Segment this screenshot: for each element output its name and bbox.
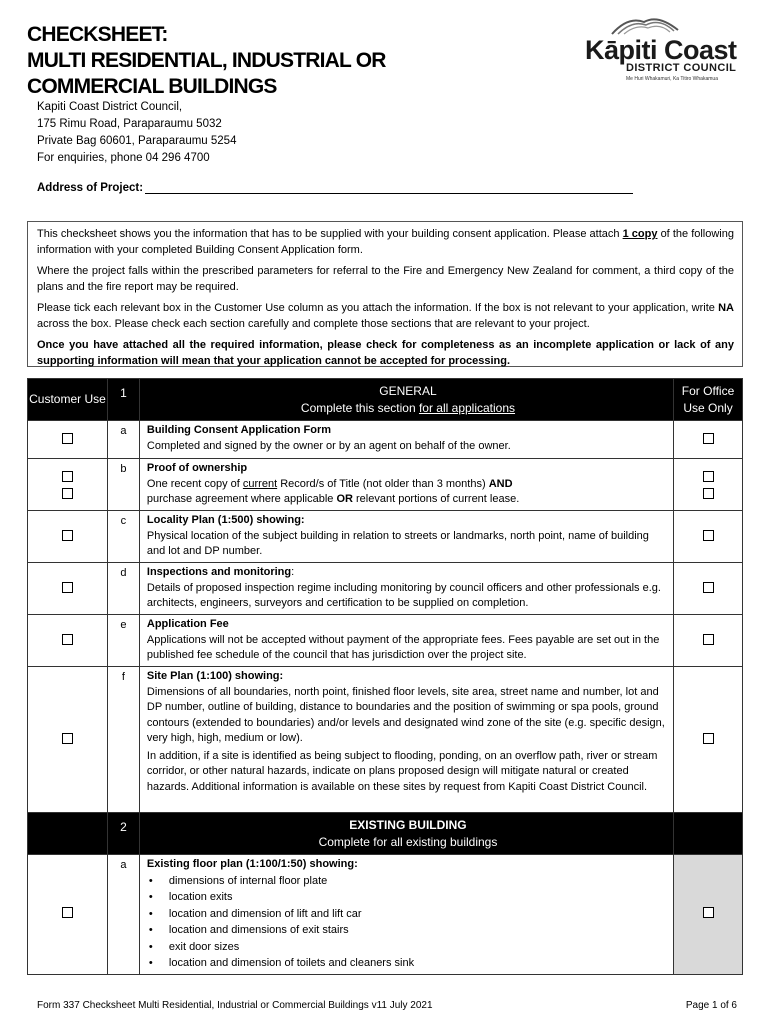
item-text: [147, 477, 669, 493]
customer-checkbox[interactable]: [62, 733, 73, 744]
customer-checkbox[interactable]: [62, 907, 73, 918]
item-title: Locality Plan (1:500) showing:: [146, 514, 305, 526]
office-use-header: For Office Use Only: [674, 379, 743, 421]
office-checkbox[interactable]: [703, 433, 714, 444]
title-line-1: CHECKSHEET:: [27, 23, 168, 46]
table-row: [28, 421, 743, 459]
section-subtitle: [147, 400, 669, 417]
council-line: 175 Rimu Road, Paraparaumu 5032: [37, 118, 222, 130]
table-row: [28, 855, 743, 975]
instructions-paragraph: Where the project falls within the prescribed parameters for referral to the Fire and Emergency New Zealand for comment, a third copy of the plans and the fire report may be required.: [37, 265, 734, 293]
item-title: Site Plan (1:100) showing:: [146, 670, 284, 682]
list-item: • location and dimensions of exit stairs: [147, 922, 669, 939]
item-title: Application Fee: [146, 618, 229, 630]
title-line-3: COMMERCIAL BUILDINGS: [27, 75, 277, 98]
table-row: [28, 511, 743, 563]
instructions-text: of the following information with your completed Building Consent Application form.: [37, 228, 734, 256]
table-row: [28, 563, 743, 615]
council-line: For enquiries, phone 04 296 4700: [37, 152, 210, 164]
council-line: Private Bag 60601, Paraparaumu 5254: [37, 135, 237, 147]
table-row: [28, 615, 743, 667]
customer-use-header-empty: [28, 813, 108, 855]
item-text-emphasis: AND: [488, 477, 513, 490]
customer-checkbox[interactable]: [62, 634, 73, 645]
office-use-cell: [674, 459, 743, 511]
office-use-header-empty: [674, 813, 743, 855]
instructions-paragraph: [37, 301, 734, 332]
item-bullet-list: [147, 873, 669, 972]
item-body: [139, 855, 673, 975]
project-address-row: [37, 182, 633, 194]
item-text-part: relevant portions of current lease.: [352, 493, 520, 505]
section-number: 1: [107, 379, 139, 421]
section-subtitle-emphasis: for all applications: [418, 400, 516, 415]
item-text: In addition, if a site is identified as being subject to flooding, ponding, on an overflow path, river or stream corridor, or other natural hazards, indicate on plans proposed design will mitigate natural or created hazards. Additional information is available on these sites by request from Kapiti Coast District Council.: [146, 749, 658, 793]
list-item: • location and dimension of toilets and cleaners sink: [147, 955, 669, 972]
instructions-box: [27, 221, 743, 367]
item-text: [147, 492, 669, 508]
customer-checkbox[interactable]: [62, 530, 73, 541]
item-title-colon: :: [291, 566, 295, 578]
form-footer: Form 337 Checksheet Multi Residential, Industrial or Commercial Buildings v11 July 2021: [37, 1000, 433, 1011]
item-letter: b: [107, 459, 139, 511]
instructions-emphasis: 1 copy: [622, 228, 658, 240]
item-letter: a: [107, 855, 139, 975]
table-row: [28, 667, 743, 813]
office-use-cell: [674, 855, 743, 975]
customer-use-cell: [28, 855, 108, 975]
office-checkbox[interactable]: [703, 488, 714, 499]
office-use-cell: [674, 667, 743, 813]
item-title: Proof of ownership: [146, 462, 248, 474]
office-checkbox[interactable]: [703, 582, 714, 593]
item-title: Building Consent Application Form: [146, 424, 332, 436]
customer-use-cell: [28, 421, 108, 459]
customer-use-cell: [28, 615, 108, 667]
table-row: [28, 459, 743, 511]
item-body: [139, 667, 673, 813]
item-title: Existing floor plan (1:100/1:50) showing:: [146, 858, 358, 870]
item-text: Applications will not be accepted without payment of the appropriate fees. Fees payable are set out in the published fee schedule of the council that has jurisdiction over the project site.: [146, 633, 660, 661]
customer-use-cell: [28, 563, 108, 615]
council-line: Kapiti Coast District Council,: [37, 101, 183, 113]
title-line-2: MULTI RESIDENTIAL, INDUSTRIAL OR: [27, 49, 386, 72]
list-item: • dimensions of internal floor plate: [147, 873, 669, 890]
item-text-emphasis: current: [242, 477, 278, 490]
item-title: [147, 565, 669, 581]
mountain-logo-icon: [610, 14, 680, 36]
office-use-cell: [674, 421, 743, 459]
office-use-cell: [674, 511, 743, 563]
checksheet-table: [27, 378, 743, 975]
instructions-text: across the box. Please check each section carefully and complete those sections that are relevant to your project.: [37, 317, 590, 330]
item-letter: f: [107, 667, 139, 813]
section-header-row: [28, 379, 743, 421]
section-subtitle-text: Complete this section: [300, 400, 419, 415]
customer-use-cell: [28, 459, 108, 511]
logo-tagline: Me Huri Whakamuri, Ka Titiro Whakamua: [626, 76, 718, 82]
section-title: GENERAL: [379, 383, 437, 398]
section-title-cell: [139, 379, 673, 421]
item-text-part: purchase agreement where applicable: [146, 493, 337, 505]
instructions-paragraph: [37, 227, 734, 258]
customer-checkbox[interactable]: [62, 488, 73, 499]
customer-use-cell: [28, 511, 108, 563]
item-letter: c: [107, 511, 139, 563]
office-checkbox[interactable]: [703, 907, 714, 918]
item-body: [139, 563, 673, 615]
section-header-row: [28, 813, 743, 855]
item-body: [139, 615, 673, 667]
item-text: Details of proposed inspection regime including monitoring by council officers and other professionals e.g. architects, engineers, surveyors and certification to be supplied on completion.: [146, 581, 661, 609]
office-use-cell: [674, 615, 743, 667]
list-item: • location exits: [147, 889, 669, 906]
customer-checkbox[interactable]: [62, 471, 73, 482]
project-address-label: Address of Project:: [37, 182, 144, 194]
item-text: Dimensions of all boundaries, north point, finished floor levels, site area, street name and number, lot and DP number, outline of building, distance to boundaries and the position of swimming or spa pools, ground contours (extended to boundaries) and/or levels and designated wind zone of the site (e.g. specific design, very high, high, medium or low).: [146, 685, 665, 744]
customer-checkbox[interactable]: [62, 433, 73, 444]
council-logo: [582, 14, 737, 80]
section-title-cell: [139, 813, 673, 855]
logo-subtitle: DISTRICT COUNCIL: [626, 62, 737, 74]
page-number: Page 1 of 6: [685, 1000, 737, 1011]
customer-use-header: Customer Use: [28, 379, 108, 421]
office-checkbox[interactable]: [703, 733, 714, 744]
section-subtitle: Complete for all existing buildings: [318, 834, 498, 849]
council-address: [37, 99, 236, 167]
office-checkbox[interactable]: [703, 530, 714, 541]
item-title-text: Inspections and monitoring: [146, 566, 292, 578]
list-item: • exit door sizes: [147, 939, 669, 956]
instructions-text: Please tick each relevant box in the Customer Use column as you attach the information. If the box is not relevant to your application, write: [37, 302, 719, 314]
item-text-emphasis: OR: [336, 493, 353, 505]
project-address-field[interactable]: [145, 182, 633, 194]
item-text-part: Record/s of Title (not older than 3 months): [277, 477, 489, 490]
item-text-part: One recent copy of: [146, 477, 243, 490]
item-text: Physical location of the subject building in relation to streets or landmarks, north point, name of building and lot and DP number.: [146, 529, 649, 557]
item-text: Completed and signed by the owner or by an agent on behalf of the owner.: [146, 439, 511, 452]
office-use-cell: [674, 563, 743, 615]
logo-name: Kāpiti Coast: [585, 35, 737, 65]
section-number: 2: [107, 813, 139, 855]
page-title: [27, 22, 386, 100]
office-checkbox[interactable]: [703, 471, 714, 482]
section-title: EXISTING BUILDING: [349, 817, 467, 832]
office-checkbox[interactable]: [703, 634, 714, 645]
instructions-text: This checksheet shows you the information that has to be supplied with your building consent application. Please attach: [37, 228, 623, 240]
instructions-warning: Once you have attached all the required information, please check for completeness as an incomplete application or lack of any supporting information will mean that your application cannot be accepted for processing.: [37, 339, 734, 367]
item-body: [139, 511, 673, 563]
customer-checkbox[interactable]: [62, 582, 73, 593]
instructions-emphasis: NA: [718, 302, 734, 314]
customer-use-cell: [28, 667, 108, 813]
item-letter: a: [107, 421, 139, 459]
list-item: • location and dimension of lift and lift car: [147, 906, 669, 923]
item-letter: e: [107, 615, 139, 667]
item-body: [139, 459, 673, 511]
item-letter: d: [107, 563, 139, 615]
item-body: [139, 421, 673, 459]
